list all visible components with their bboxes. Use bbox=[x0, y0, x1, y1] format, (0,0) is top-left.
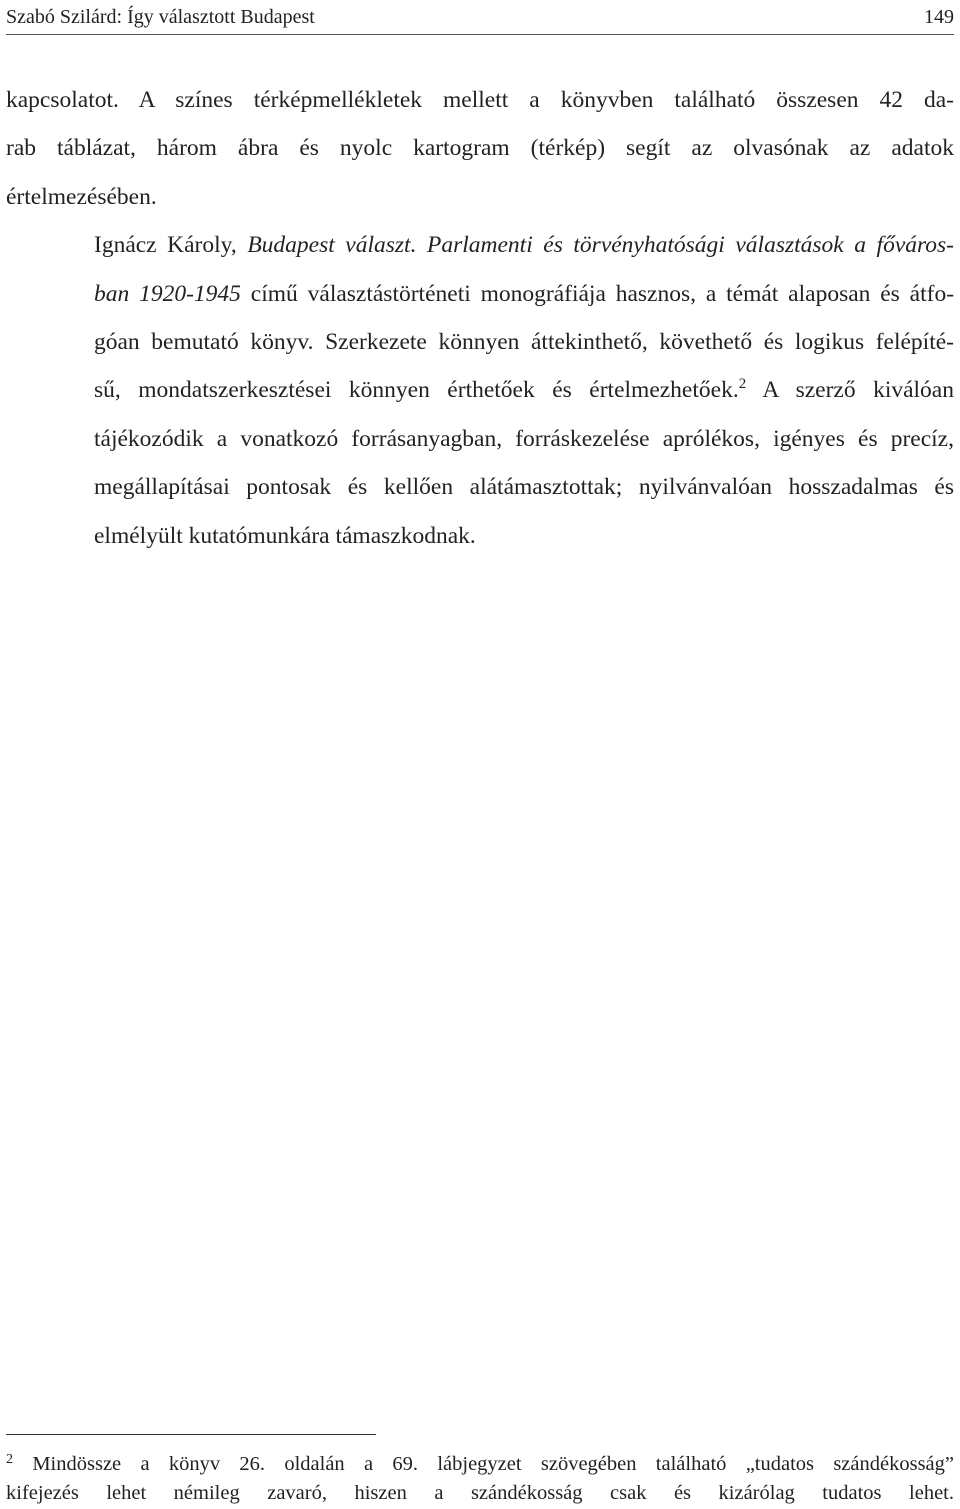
paragraph-1-line: értelmezésében. bbox=[6, 183, 157, 210]
paragraph-1 bbox=[6, 76, 954, 221]
author-name: Ignácz Károly, bbox=[94, 232, 237, 259]
running-head-title: Szabó Szilárd: Így választott Budapest bbox=[6, 6, 315, 28]
paragraph-2-line: góan bemutató könyv. Szerkezete könnyen áttekinthető, követhető és logikus felépíté- bbox=[94, 329, 954, 356]
paragraph-1-line: rab táblázat, három ábra és nyolc kartogram (térkép) segít az olvasónak az adatok bbox=[6, 135, 954, 162]
paragraph-2-line bbox=[6, 221, 954, 269]
footnote-divider bbox=[6, 1434, 376, 1435]
paragraph-2-line: ban 1920-1945 című választástörténeti monográfiája hasznos, a témát alaposan és átfo- bbox=[94, 280, 955, 307]
book-title-continued: ban 1920-1945 bbox=[94, 280, 241, 307]
footnote-line: $^2$ Mindössze a könyv 26. oldalán a 69. lábjegyzet szövegében található „tudatos szándékosság” bbox=[6, 1452, 954, 1475]
page-number: 149 bbox=[924, 6, 954, 28]
paragraph-2-line: tájékozódik a vonatkozó forrásanyagban, forráskezelése aprólékos, igényes és precíz, bbox=[94, 425, 954, 452]
header-divider bbox=[6, 34, 954, 35]
footnote bbox=[6, 1450, 954, 1508]
running-head bbox=[6, 4, 954, 30]
body-text bbox=[6, 76, 954, 560]
footnote-number: 2 bbox=[6, 1452, 13, 1467]
paragraph-1-line: kapcsolatot. A színes térképmellékletek mellett a könyvben található összesen 42 da- bbox=[6, 87, 954, 113]
footnote-line: kifejezés lehet némileg zavaró, hiszen a szándékosság csak és kizárólag tudatos lehet. bbox=[6, 1482, 954, 1504]
paragraph-2-line: sű, mondatszerkesztései könnyen érthetőek és értelmezhetőek.$^2$ A szerző kiválóan bbox=[94, 376, 954, 404]
paragraph-2-line: elmélyült kutatómunkára támaszkodnak. bbox=[94, 522, 476, 549]
paragraph-2 bbox=[6, 221, 954, 560]
footnote-reference[interactable]: 2 bbox=[738, 376, 747, 393]
book-title: Budapest választ. Parlamenti és törvényhatósági választások a főváros- bbox=[247, 232, 954, 259]
paragraph-2-line: megállapításai pontosak és kellően alátámasztottak; nyilvánvalóan hosszadalmas és bbox=[94, 474, 954, 501]
